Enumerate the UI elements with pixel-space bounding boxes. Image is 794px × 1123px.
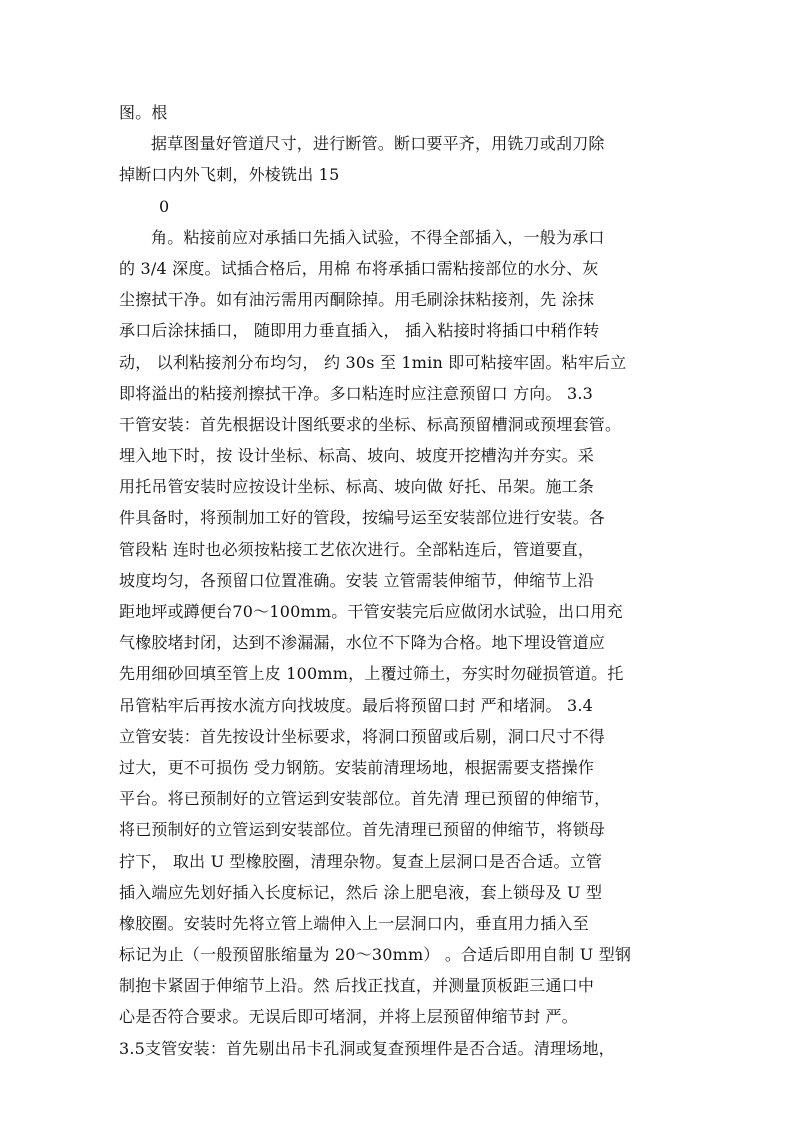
text-line: 管段粘 连时也必须按粘接工艺依次进行。全部粘连后，管道要直， [119,539,595,559]
text-line: 橡胶圈。安装时先将立管上端伸入上一层洞口内，垂直用力插入至 [119,913,589,933]
text-line: 图。根 [119,103,168,122]
text-line: 气橡胶堵封闭，达到不渗漏漏，水位不下降为合格。地下埋设管道应 [119,633,606,653]
text-line: 将已预制好的立管运到安装部位。首先清理已预留的伸缩节，将锁母 [119,820,606,840]
text-line: 即将溢出的粘接剂擦拭干净。多口粘连时应注意预留口 方向。 3.3 [119,383,594,403]
text-line: 拧下， 取出 U 型橡胶圈，清理杂物。复查上层洞口是否合适。立管 [119,851,603,871]
text-line: 据草图量好管道尺寸，进行断管。断口要平齐，用铣刀或刮刀除 [151,134,605,154]
text-line: 吊管粘牢后再按水流方向找坡度。最后将预留口封 严和堵洞。 3.4 [119,695,594,715]
text-line: 掉断口内外飞刺，外棱铣出 15 [119,165,340,185]
text-line: 角。粘接前应对承插口先插入试验，不得全部插入，一般为承口 [151,227,605,247]
body-text [119,97,681,1064]
text-line: 的 3/4 深度。试插合格后，用棉 布将承插口需粘接部位的水分、灰 [119,258,599,278]
text-line: 立管安装：首先按设计坐标要求，将洞口预留或后剔，洞口尺寸不得 [119,726,606,746]
text-line: 标记为止（一般预留胀缩量为 20～30mm） 。合适后即用自制 U 型钢 [119,945,632,965]
text-line: 0 [159,196,170,216]
text-line: 心是否符合要求。无误后即可堵洞，并将上层预留伸缩节封 严。 [119,1007,578,1027]
text-line: 埋入地下时，按 设计坐标、标高、坡向、坡度开挖槽沟并夯实。采 [119,446,595,466]
text-line: 过大，更不可损伤 受力钢筋。安装前清理场地，根据需要支搭操作 [119,757,595,777]
text-line: 插入端应先划好插入长度标记，然后 涂上肥皂液，套上锁母及 U 型 [119,882,603,902]
text-line: 干管安装：首先根据设计图纸要求的坐标、标高预留槽洞或预埋套管。 [119,414,622,434]
text-line: 距地坪或蹲便台70～100mm。干管安装完后应做闭水试验，出口用充 [119,602,623,621]
text-line: 制抱卡紧固于伸缩节上沿。然 后找正找直，并测量顶板距三通口中 [119,976,595,996]
text-line: 用托吊管安装时应按设计坐标、标高、坡向做 好托、吊架。施工条 [119,477,595,497]
text-line: 坡度均匀，各预留口位置准确。安装 立管需装伸缩节，伸缩节上沿 [119,570,595,590]
text-line: 动， 以利粘接剂分布均匀， 约 30s 至 1min 即可粘接牢固。粘牢后立 [119,352,627,372]
text-line: 件具备时，将预制加工好的管段，按编号运至安装部位进行安装。各 [119,508,606,528]
text-line: 平台。将已预制好的立管运到安装部位。首先清 理已预留的伸缩节， [119,789,611,809]
text-line: 尘擦拭干净。如有油污需用丙酮除掉。用毛刷涂抹粘接剂，先 涂抹 [119,290,595,310]
text-line: 承口后涂抹插口， 随即用力垂直插入， 插入粘接时将插口中稍作转 [119,321,600,341]
text-line: 3.5支管安装：首先剔出吊卡孔洞或复查预埋件是否合适。清理场地， [119,1038,615,1058]
text-line: 先用细砂回填至管上皮 100mm，上覆过筛土，夯实时勿碰损管道。托 [119,664,624,684]
